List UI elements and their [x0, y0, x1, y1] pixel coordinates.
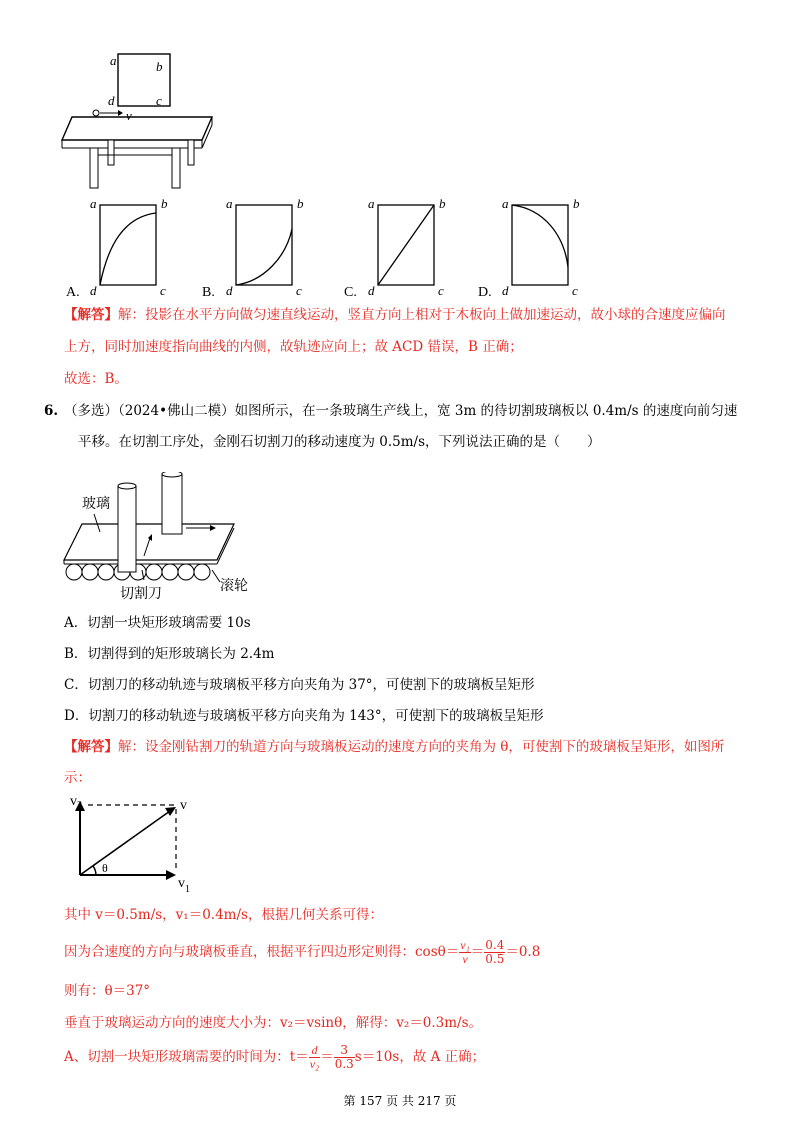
- cutter-right: [162, 474, 182, 534]
- svg-text:d: d: [502, 283, 509, 298]
- answer6-line1: 【解答】解：设金刚钻割刀的轨道方向与玻璃板运动的速度方向的夹角为 θ，可使割下的玻璃板呈矩形，如图所: [64, 739, 725, 755]
- rollers: [66, 564, 210, 580]
- answer5-line3: 故选：B。: [64, 371, 128, 387]
- svg-text:c: c: [572, 283, 578, 298]
- svg-text:a: a: [90, 196, 97, 211]
- answer6-line2: 示：: [64, 770, 91, 786]
- answer6-line3: 其中 v＝0.5m/s，v₁＝0.4m/s，根据几何关系可得：: [64, 907, 383, 923]
- block-table-figure: [60, 45, 220, 195]
- svg-text:d: d: [90, 283, 97, 298]
- answer5-line2: 上方，同时加速度指向曲线的内侧，故轨迹应向上；故 ACD 错误，B 正确；: [64, 339, 523, 355]
- page-footer: 第 157 页 共 217 页: [343, 1094, 457, 1108]
- option-c-letter: C.: [344, 285, 357, 300]
- svg-text:b: b: [297, 196, 304, 211]
- question6-line2: 平移。在切割工序处，金刚石切割刀的移动速度为 0.5m/s，下列说法正确的是（ ）: [78, 434, 601, 450]
- cutter-left: [118, 486, 136, 572]
- svg-text:d: d: [368, 283, 375, 298]
- answer6-line7: A、切割一块矩形玻璃需要的时间为：t＝ $\frac{d}{\text{v₂}}$ ＝ $\frac{3}{0.3}$ s＝10s，故 A 正确；: [64, 1043, 486, 1071]
- label-cutter: 切割刀: [120, 587, 162, 602]
- label-d: d: [108, 93, 115, 108]
- option-b: B．切割得到的矩形玻璃长为 2.4m: [64, 646, 275, 662]
- option-b-diagram: [202, 196, 304, 300]
- label-v1: $v_1$: [178, 876, 190, 895]
- table-top: [62, 117, 212, 140]
- label-c: c: [156, 93, 162, 108]
- label-a: a: [110, 53, 117, 68]
- option-a: A．切割一块矩形玻璃需要 10s: [64, 615, 251, 631]
- label-b: b: [156, 59, 163, 74]
- answer6-line6: 垂直于玻璃运动方向的速度大小为：v₂＝vsinθ，解得：v₂＝0.3m/s。: [64, 1015, 483, 1031]
- question6-line1: （多选）（2024•佛山二模）如图所示，在一条玻璃生产线上，宽 3m 的待切割玻璃板以 0.4m/s 的速度向前匀速: [64, 403, 738, 419]
- option-b-letter: B.: [202, 285, 215, 300]
- svg-text:c: c: [296, 283, 302, 298]
- question-number: 6.: [44, 403, 59, 419]
- label-glass: 玻璃: [82, 497, 110, 512]
- label-v: v: [180, 798, 187, 813]
- option-d: D．切割刀的移动轨迹与玻璃板平移方向夹角为 143°，可使割下的玻璃板呈矩形: [64, 708, 544, 724]
- svg-text:c: c: [438, 283, 444, 298]
- ball: [93, 110, 99, 116]
- label-theta: θ: [102, 861, 108, 875]
- svg-text:a: a: [502, 196, 509, 211]
- svg-text:d: d: [226, 283, 233, 298]
- svg-text:b: b: [573, 196, 580, 211]
- option-d-diagram: [478, 196, 580, 300]
- option-c: C．切割刀的移动轨迹与玻璃板平移方向夹角为 37°，可使割下的玻璃板呈矩形: [64, 677, 535, 693]
- option-a-diagram: [66, 196, 168, 300]
- svg-text:b: b: [161, 196, 168, 211]
- velocity-diagram: [66, 795, 206, 895]
- glass-cutting-figure: [62, 472, 272, 602]
- label-roller: 滚轮: [220, 579, 248, 594]
- svg-text:a: a: [226, 196, 233, 211]
- answer5-line1: 【解答】解：投影在水平方向做匀速直线运动，竖直方向上相对于木板向上做加速运动，故小球的合速度应偏向: [64, 307, 726, 323]
- trajectory-options: [60, 195, 600, 300]
- answer6-line5: 则有：θ＝37°: [64, 983, 151, 999]
- option-c-diagram: [344, 196, 446, 300]
- label-v: v: [126, 108, 132, 123]
- option-d-letter: D.: [478, 285, 492, 300]
- svg-text:c: c: [160, 283, 166, 298]
- svg-text:b: b: [439, 196, 446, 211]
- svg-text:a: a: [368, 196, 375, 211]
- answer6-line4: 因为合速度的方向与玻璃板垂直，根据平行四边形定则得：cosθ＝ $\frac{\text{v₁}}{v}$ ＝ $\frac{0.4}{0.5}$ ＝0.8: [64, 938, 541, 966]
- label-v2: $v_2$: [70, 795, 82, 811]
- option-a-letter: A.: [66, 285, 80, 300]
